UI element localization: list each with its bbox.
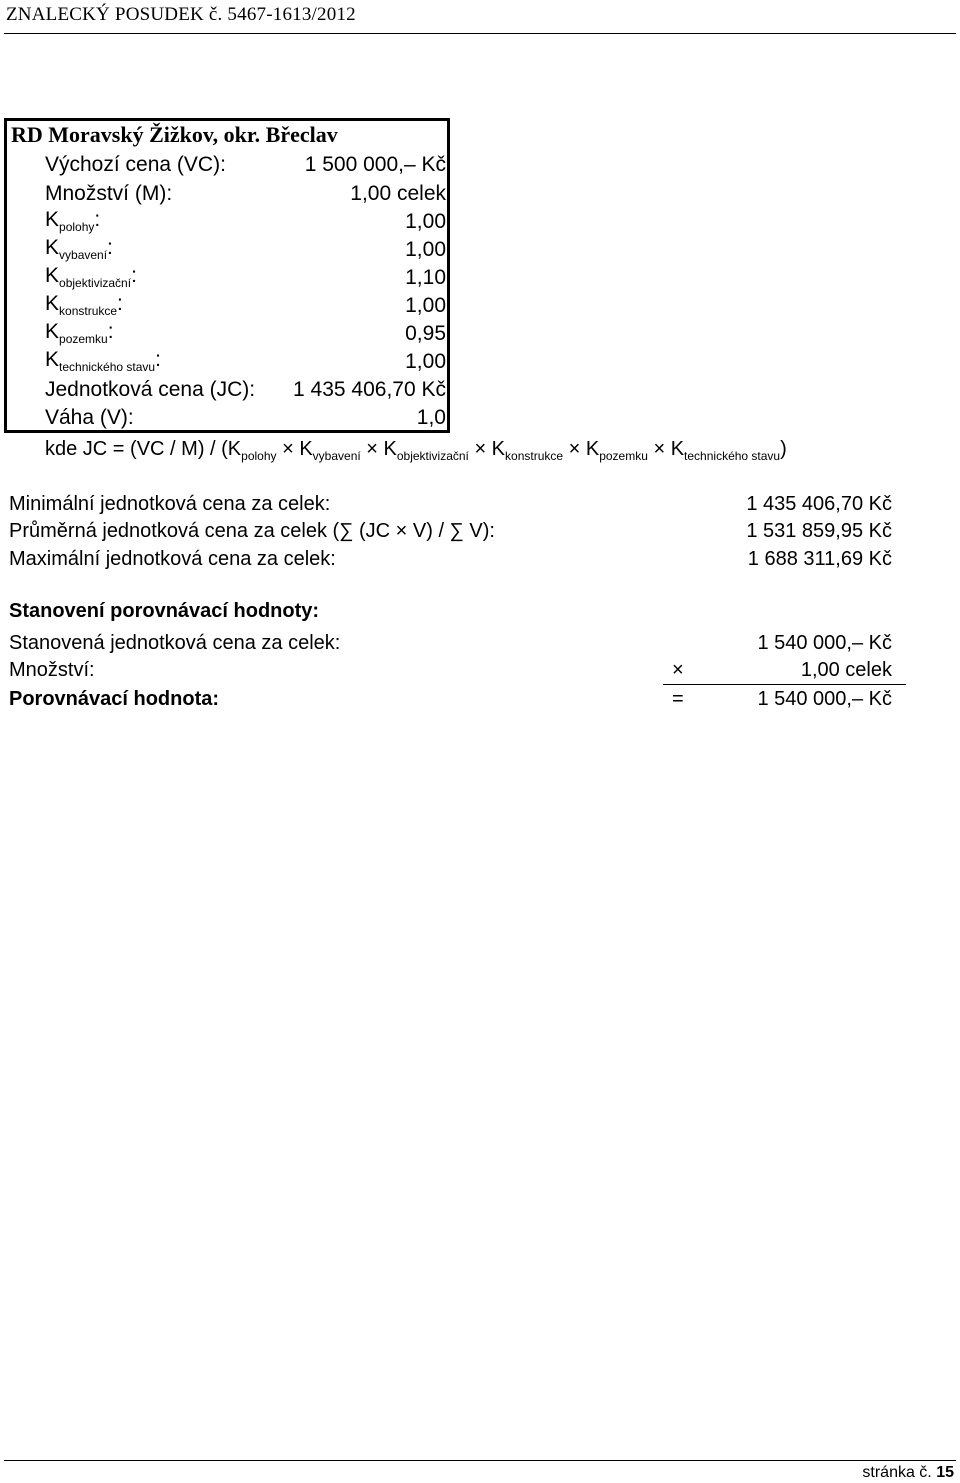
determined-unit-price-value: 1 540 000,– Kč (757, 632, 892, 654)
row-value-k-konstrukce: 1,00 (405, 294, 446, 317)
jc-formula: kde JC = $(VC / M) / (K_{polohy} \times K_{vybavení} \times K_{objektivizační} \times K_{konstrukce} \times K_{pozemku} \times K_{technického stavu})$ (45, 438, 787, 463)
row-label-k-objektivizacni (45, 264, 137, 290)
k-colon: : (131, 264, 137, 287)
avg-unit-price-label: Průměrná jednotková cena za celek (∑ (JC × V) / ∑ V): (9, 520, 495, 542)
row-value-k-vybaveni: 1,00 (405, 238, 446, 261)
formula-subscript: pozemku (599, 449, 648, 463)
k-symbol: K (45, 320, 60, 343)
quantity-label: Množství: (9, 659, 95, 681)
row-value-m: 1,00 celek (350, 182, 446, 205)
row-value-k-pozemku: 0,95 (405, 322, 446, 345)
formula-subscript: vybavení (312, 449, 361, 463)
min-unit-price-label: Minimální jednotková cena za celek: (9, 493, 331, 515)
formula-subscript: konstrukce (505, 449, 564, 463)
formula-subscript: technického stavu (684, 449, 781, 463)
row-label-k-polohy (45, 208, 100, 234)
row-value-k-technickeho-stavu: 1,00 (405, 350, 446, 373)
k-symbol: K (45, 264, 60, 287)
k-colon: : (117, 292, 123, 315)
row-value-k-polohy: 1,00 (405, 210, 446, 233)
min-unit-price-value: 1 435 406,70 Kč (746, 493, 892, 515)
k-symbol: K (45, 208, 60, 231)
row-value-jc: 1 435 406,70 Kč (293, 378, 446, 401)
page-number-value: 15 (936, 1464, 954, 1481)
footer-rule (4, 1460, 956, 1461)
k-subscript: konstrukce (59, 304, 118, 318)
k-colon: : (107, 236, 113, 259)
k-colon: : (155, 348, 161, 371)
row-label-k-pozemku (45, 320, 114, 346)
formula-subscript: polohy (241, 449, 277, 463)
row-value-vc: 1 500 000,– Kč (304, 153, 446, 176)
equals-operator: = (672, 688, 684, 710)
k-symbol: K (45, 236, 60, 259)
page-number (862, 1464, 954, 1482)
k-subscript: objektivizační (59, 276, 132, 290)
comparative-value: 1 540 000,– Kč (757, 688, 892, 710)
max-unit-price-value: 1 688 311,69 Kč (747, 548, 892, 570)
k-subscript: vybavení (59, 248, 108, 262)
sum-rule (663, 684, 906, 685)
row-label-k-vybaveni (45, 236, 113, 262)
k-subscript: technického stavu (59, 360, 156, 374)
row-value-v: 1,0 (416, 406, 446, 429)
row-label-vc: Výchozí cena (VC): (45, 153, 226, 176)
k-symbol: K (45, 348, 60, 371)
row-label-v: Váha (V): (45, 406, 134, 429)
row-label-jc: Jednotková cena (JC): (45, 378, 256, 401)
quantity-value: 1,00 celek (800, 659, 892, 681)
header-rule (4, 33, 956, 34)
comparable-title: RD Moravský Žižkov, okr. Břeclav (11, 122, 338, 147)
k-subscript: pozemku (59, 332, 108, 346)
multiply-operator: × (672, 659, 684, 681)
determination-heading: Stanovení porovnávací hodnoty: (9, 600, 320, 622)
row-label-k-konstrukce (45, 292, 123, 318)
row-value-k-objektivizacni: 1,10 (405, 266, 446, 289)
k-colon: : (107, 320, 114, 343)
determined-unit-price-label: Stanovená jednotková cena za celek: (9, 632, 341, 654)
row-label-m: Množství (M): (45, 182, 173, 205)
k-symbol: K (45, 292, 60, 315)
k-subscript: polohy (59, 220, 95, 234)
k-colon: : (94, 208, 101, 231)
row-label-k-technickeho-stavu (45, 348, 161, 374)
max-unit-price-label: Maximální jednotková cena za celek: (9, 548, 336, 570)
document-header-title: ZNALECKÝ POSUDEK č. 5467-1613/2012 (6, 4, 356, 25)
formula-subscript: objektivizační (396, 449, 469, 463)
page-label: stránka č. (862, 1464, 932, 1481)
avg-unit-price-value: 1 531 859,95 Kč (746, 520, 892, 542)
comparative-value-label: Porovnávací hodnota: (9, 688, 220, 710)
